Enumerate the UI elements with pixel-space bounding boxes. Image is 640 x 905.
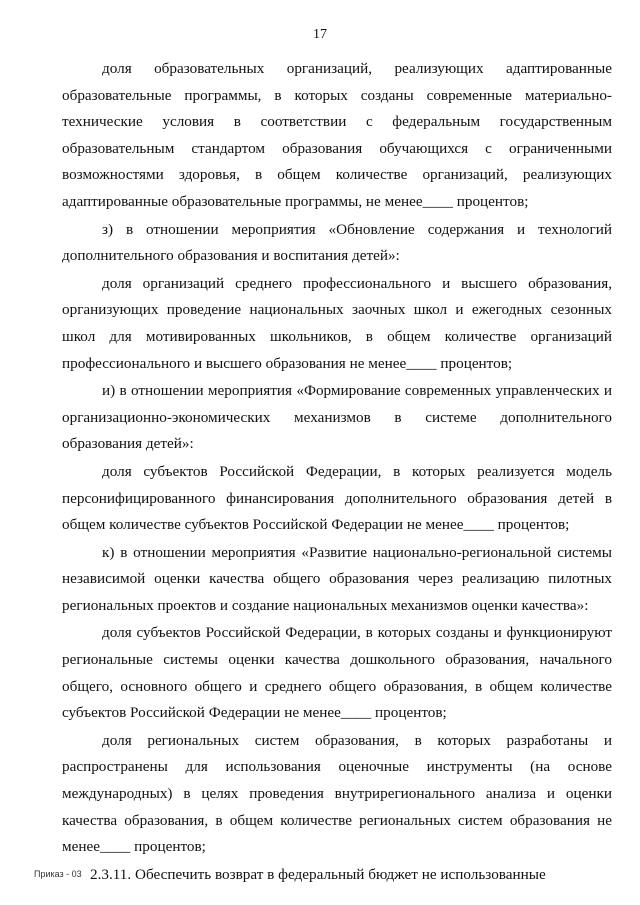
paragraph-item-k: к) в отношении мероприятия «Развитие национально-региональной системы независимой оценки качества общего образования через реализацию пилотных региональных проектов и создание национальных механизмов оценки качества»: xyxy=(62,543,612,614)
paragraph-indicator-assessment-tools: доля региональных систем образования, в которых разработаны и распространены для использования оценочные инструменты (на основе международных) в целях проведения внутрирегионального анализа и оценки качества образования, в общем количестве региональных систем образования не менее____ процентов; xyxy=(62,731,612,856)
paragraph-indicator-adapted-programs: доля образовательных организаций, реализующих адаптированные образовательные программы, в которых созданы современные материально-технические условия в соответствии с федеральным государственным образовательным стандартом образования обучающихся с ограниченными возможностями здоровья, в общем количестве организаций, реализующих адаптированные образовательные программы, не менее____ процентов; xyxy=(62,60,612,210)
paragraph-indicator-summer-schools: доля организаций среднего профессионального и высшего образования, организующих проведение национальных заочных школ и ежегодных сезонных школ для мотивированных школьников, в общем количестве организаций профессионального и высшего образования не менее____ процентов; xyxy=(62,274,612,372)
paragraph-clause-2-3-11: 2.3.11. Обеспечить возврат в федеральный бюджет не использованные xyxy=(90,865,546,883)
footer-code: Приказ - 03 xyxy=(34,869,82,879)
page-number: 17 xyxy=(313,27,327,42)
paragraph-indicator-quality-systems: доля субъектов Российской Федерации, в которых созданы и функционируют региональные системы оценки качества дошкольного образования, начального общего, основного общего и среднего общего образования, в общем количестве субъектов Российской Федерации не менее____ процентов; xyxy=(62,624,612,722)
paragraph-item-i: и) в отношении мероприятия «Формирование современных управленческих и организационно-экономических механизмов в системе дополнительного образования детей»: xyxy=(62,382,612,453)
paragraph-indicator-personified-financing: доля субъектов Российской Федерации, в которых реализуется модель персонифицированного финансирования дополнительного образования детей в общем количестве субъектов Российской Федерации не менее____ процентов; xyxy=(62,462,612,534)
document-body xyxy=(62,56,612,888)
paragraph-item-z: з) в отношении мероприятия «Обновление содержания и технологий дополнительного образования и воспитания детей»: xyxy=(62,220,612,265)
